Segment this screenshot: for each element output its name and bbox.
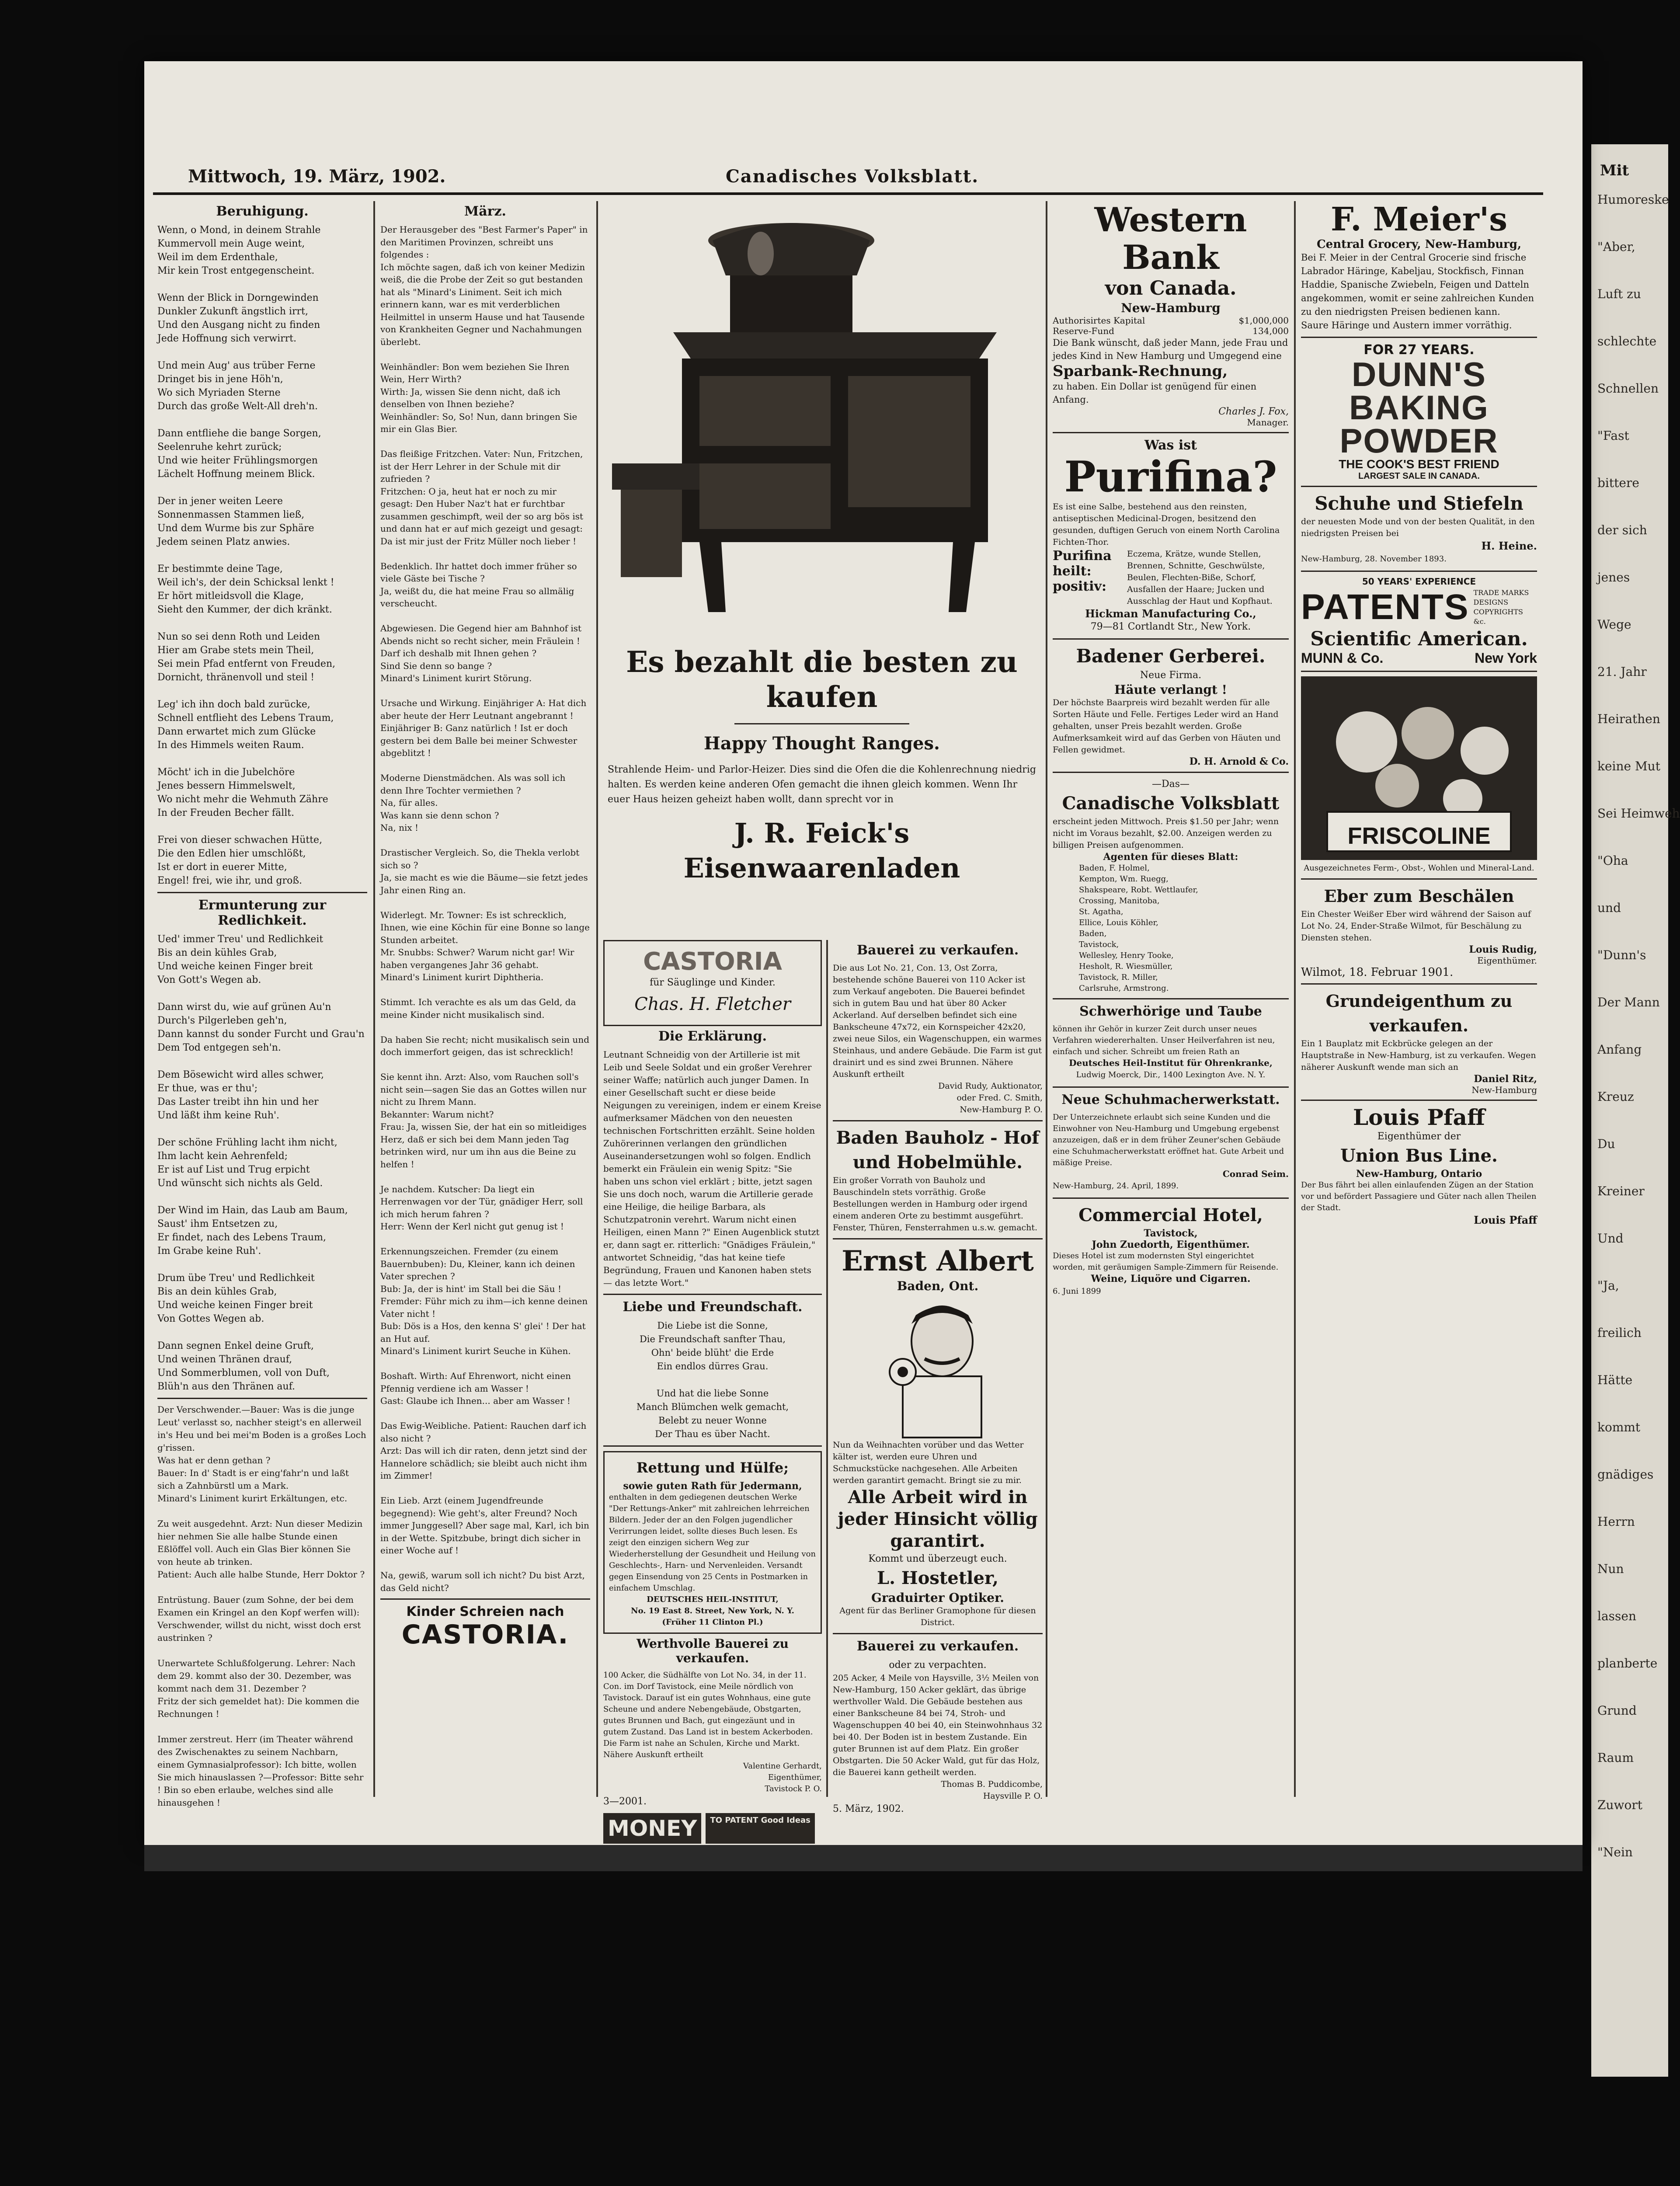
schuhmacher-title: Neue Schuhmacherwerkstatt.	[1061, 1092, 1280, 1107]
meier-text: Bei F. Meier in der Central Grocerie sind frische Labrador Häringe, Kabeljau, Stockfisch, Finnan Haddie, Spanische Zwiebeln, Feigen und Datteln angekommen, womit er seine zahlreichen Kunden zu den niedrigsten Preisen bedienen kann.	[1301, 252, 1534, 317]
divider	[1301, 671, 1537, 672]
masthead	[188, 166, 1534, 192]
pfaff-name: Louis Pfaff	[1353, 1104, 1485, 1130]
adjacent-page-line: Hätte	[1597, 1373, 1633, 1387]
bauerei3-title: Bauerei zu verkaufen.	[856, 1639, 1019, 1654]
hotel-text: Dieses Hotel ist zum modernsten Styl eingerichtet worden, mit geräumigen Sample-Zimmern für Reisende.	[1053, 1251, 1279, 1272]
pfaff-sub: Eigenthümer der	[1377, 1131, 1461, 1142]
hotel-place: Tavistock,	[1144, 1228, 1198, 1239]
bauerei1-signature: Valentine Gerhardt, Eigenthümer, Tavistock P. O.	[743, 1761, 822, 1793]
watchmaker-illustration	[833, 1293, 1043, 1438]
hotel-date: 6. Juni 1899	[1053, 1287, 1101, 1296]
gerberei-head: Häute verlangt !	[1114, 682, 1227, 697]
adjacent-page-line: kommt	[1597, 1420, 1641, 1434]
ernst-albert-place: Baden, Ont.	[897, 1279, 979, 1293]
patents-title: PATENTS	[1301, 587, 1469, 627]
bauerei2-title: Bauerei zu verkaufen.	[856, 943, 1019, 958]
poem-redlichkeit: Ued' immer Treu' und Redlichkeit Bis an dein kühles Grab, Und weiche keinen Finger breit Von Gott's Wegen ab. Dann wirst du, wie auf grünen Au'n Durch's Pilgerleben geh'n, Dann kannst du sonder Furcht und Grau'n Dem Tod entgegen seh'n. Dem Bösewicht wird alles schwer, Er thue, was er thu'; Das Laster treibt ihn hin und her Und läßt ihm keine Ruh'. Der schöne Frühling lacht ihm nicht, Ihm lacht kein Aehrenfeld; Er ist auf List und Trug erpicht Und wünscht sich nichts als Geld. Der Wind im Hain, das Laub am Baum, Saust' ihm Entsetzen zu, Er findet, nach des Lebens Traum, Im Grabe keine Ruh'. Drum übe Treu' und Redlichkeit Bis an dein kühles Grab, Und weiche keinen Finger breit Von Gottes Wegen ab. Dann segnen Enkel deine Gruft, Und weinen Thränen drauf, Und Sommerblumen, voll von Duft, Blüh'n aus den Thränen auf.	[157, 934, 365, 1392]
dunn-line1: DUNN'S	[1352, 355, 1486, 393]
purifina-heilt: Purifina heilt: positiv:	[1053, 548, 1112, 594]
adjacent-page-line: Du	[1597, 1137, 1615, 1151]
divider	[1053, 772, 1289, 773]
castoria-ad-line2: CASTORIA.	[401, 1619, 569, 1650]
dunn-line2: BAKING	[1349, 388, 1489, 427]
column-3	[603, 940, 822, 1844]
purifina-title: Purifina?	[1064, 452, 1277, 501]
adjacent-page-line: "Dunn's	[1597, 948, 1646, 962]
adjacent-page-line: bittere	[1597, 476, 1639, 490]
divider	[603, 1445, 822, 1447]
bank-text: Die Bank wünscht, daß jeder Mann, jede Frau und jedes Kind in New Hamburg und Umgegend eine	[1053, 338, 1288, 361]
eber-text: Ein Chester Weißer Eber wird während der Saison auf Lot No. 24, Ender-Straße Wilmot, für Beschälung zu Diensten stehen.	[1301, 909, 1531, 943]
stove-store-name: J. R. Feick's Eisenwaarenladen	[683, 817, 960, 884]
newspaper-page	[144, 61, 1583, 1845]
meier-name: F. Meier's	[1330, 201, 1508, 238]
divider	[1301, 571, 1537, 572]
money-ad-word: MONEY	[603, 1813, 701, 1844]
grund-place: New-Hamburg	[1471, 1085, 1537, 1095]
bauerei2-text: Die aus Lot No. 21, Con. 13, Ost Zorra, bestehende schöne Bauerei von 110 Acker ist zum Verkauf angeboten. Die Bauerei befindet sich in gutem Bau und hat über 80 Acker Ackerland. Auf derselben befindet sich eine Bankscheune 47x72, ein Kornspeicher 42x20, zwei neue Silos, ein Wagenschuppen, ein warmes Steinhaus, und andere Gebäude. Die Farm ist gut drainirt und es sind zwei Brunnen. Nähere Auskunft ertheilt	[833, 963, 1042, 1079]
ernst-albert-name: Ernst Albert	[842, 1245, 1034, 1277]
adjacent-page-line: keine Mut	[1597, 759, 1660, 773]
divider	[1301, 1100, 1537, 1101]
adjacent-page-line: freilich	[1597, 1326, 1642, 1340]
divider	[1301, 486, 1537, 487]
schuhe-name: H. Heine.	[1481, 540, 1537, 552]
bauerei2-signature: David Rudy, Auktionator, oder Fred. C. Smith, New-Hamburg P. O.	[938, 1081, 1043, 1114]
gerberei-sub: Neue Firma.	[1140, 670, 1202, 681]
erklaerung-title: Die Erklärung.	[658, 1029, 767, 1044]
stove-body: Strahlende Heim- und Parlor-Heizer. Dies sind die Ofen die die Kohlenrechnung niedrig halten. Es werden keine anderen Ofen gemacht die ihnen gleich kommen. Wenn Ihr euer Haus heizen geheizt haben wollt, dann sprecht vor in	[608, 764, 1036, 805]
adjacent-page-line: "Ja,	[1597, 1278, 1619, 1293]
ernst-albert-text: Nun da Weihnachten vorüber und das Wetter kälter ist, werden eure Uhren und Schmuckstücke nachgesehen. Alle Arbeiten werden garantirt gemacht. Bringt sie zu mir.	[833, 1440, 1024, 1485]
adjacent-page-line: "Fast	[1597, 428, 1629, 443]
mill-title-line2: und Hobelmühle.	[852, 1152, 1023, 1173]
purifina-text: Es ist eine Salbe, bestehend aus den reinsten, antiseptischen Medicinal-Drogen, besitzend den gesunden, duftigen Geruch von einem North Carolina Fichten-Thor.	[1053, 502, 1280, 547]
hostetler-name: L. Hostetler,	[877, 1568, 999, 1588]
hotel-name: Commercial Hotel,	[1078, 1205, 1263, 1225]
volksblatt-text: erscheint jeden Mittwoch. Preis $1.50 per Jahr; wenn nicht im Voraus bezahlt, $2.00. Anzeigen werden zu billigen Preisen aufgenommen.	[1053, 817, 1279, 850]
adjacent-page-line: schlechte	[1597, 334, 1657, 348]
bank-branch: New-Hamburg	[1121, 301, 1221, 315]
rettung-box	[603, 1451, 822, 1634]
hostetler-title: Graduirter Optiker.	[871, 1591, 1005, 1605]
eber-signature: Louis Rudig,	[1469, 944, 1537, 955]
gerberei-title: Badener Gerberei.	[1076, 645, 1266, 667]
schuhmacher-date: New-Hamburg, 24. April, 1899.	[1053, 1181, 1179, 1190]
stove-headline: Es bezahlt die besten zu kaufen	[626, 645, 1018, 714]
bauerei1-title: Werthvolle Bauerei zu verkaufen.	[637, 1636, 789, 1665]
column-rule	[596, 201, 598, 1797]
lied-title: Liebe und Freundschaft.	[623, 1299, 803, 1315]
divider	[1301, 983, 1537, 985]
divider	[1053, 1086, 1289, 1088]
eber-date: Wilmot, 18. Februar 1901.	[1301, 966, 1454, 979]
divider	[833, 1238, 1043, 1239]
adjacent-page-line: Sei Heimweh	[1597, 806, 1680, 821]
purifina-detail	[1053, 548, 1289, 607]
adjacent-page-strip	[1591, 144, 1680, 2077]
rettung-address: DEUTSCHES HEIL-INSTITUT, No. 19 East 8. Street, New York, N. Y. (Früher 11 Clinton Pl.)	[631, 1595, 794, 1627]
purifina-company: Hickman Manufacturing Co.,	[1085, 607, 1256, 620]
schuhmacher-signature: Conrad Seim.	[1222, 1169, 1289, 1179]
schuhe-date: New-Hamburg, 28. November 1893.	[1301, 554, 1447, 564]
stove-ad	[603, 201, 1040, 936]
patents-top: 50 YEARS' EXPERIENCE	[1362, 576, 1476, 587]
grund-signature: Daniel Ritz,	[1474, 1073, 1537, 1085]
adjacent-page-line: Luft zu	[1597, 287, 1641, 301]
money-ad-sub: TO PATENT Good Ideas	[706, 1813, 814, 1844]
divider	[1053, 1197, 1289, 1199]
bank-reserve-label: Reserve-Fund	[1053, 326, 1114, 336]
agenten-list: Baden, F. Holmel, Kempton, Wm. Ruegg, Shakspeare, Robt. Wettlaufer, Crossing, Manitoba, St. Agatha, Ellice, Louis Köhler, Baden, Tavistock, Wellesley, Henry Tooke, Hesholt, R. Wiesmüller, Tavistock, R. Miller, Carlsruhe, Armstrong.	[1079, 863, 1198, 993]
pfaff-line: Union Bus Line.	[1340, 1145, 1498, 1166]
castoria-title: CASTORIA	[643, 947, 782, 976]
divider	[1301, 337, 1537, 338]
alle-arbeit-sub: Kommt und überzeugt euch.	[868, 1553, 1007, 1564]
divider	[1301, 878, 1537, 880]
castoria-ad-line1: Kinder Schreien nach	[406, 1604, 564, 1619]
page-bottom-shadow	[144, 1845, 1583, 1871]
meier-subtitle: Central Grocery, New-Hamburg,	[1316, 238, 1522, 251]
bauerei1-date: 3—2001.	[603, 1796, 647, 1807]
adjacent-page-line: der sich	[1597, 523, 1647, 537]
adjacent-page-line: Kreiner	[1597, 1184, 1645, 1198]
adjacent-page-line: lassen	[1597, 1609, 1636, 1623]
schwer-text: können ihr Gehör in kurzer Zeit durch unser neues Verfahren wiedererhalten. Unser Heilverfahren ist neu, einfach und sicher. Schreibt um freien Rath an	[1053, 1024, 1275, 1056]
adjacent-page-line: und	[1597, 901, 1621, 915]
munn-row	[1301, 650, 1537, 666]
schuhmacher-text: Der Unterzeichnete erlaubt sich seine Kunden und die Einwohner von Neu-Hamburg und Umgebung ergebenst anzuzeigen, daß er in dem früher Zeuner'schen Gebäude eine Schuhmacherwerkstatt eröffnet hat. Gute Arbeit und mäßige Preise.	[1053, 1113, 1284, 1167]
divider	[1053, 998, 1289, 999]
erklaerung-text: Leutnant Schneidig von der Artillerie ist mit Leib und Seele Soldat und ein großer Verehrer seiner Waffe; natürlich auch junger Damen. In einer Gesellschaft sucht er diese beide Neigungen zu vereinigen, indem er einem Kreise aufmerksamer Mädchen von den neuesten technischen Fortschritten erzählt. Seine holden Zuhörerinnen verlangen den gründlichen Auseinandersetzungen wohl so folgen. Endlich bemerkt ein Fräulein ein wenig Spitz: "Sie haben uns schon viel erklärt ; bitte, jetzt sagen Sie uns doch noch, warum die Artillerie gerade eine Heilige, die heilige Barbara, als Schutzpatronin verehrt. Warum nicht einen Heiligen, einen Mann ?" Einen Augenblick stutzt er, dann sagt er. ritterlich: "Gnädiges Fräulein," antwortet Schneidig, "das hat keine tiefe Begründung, Frauen und Kanonen haben stets — das letzte Wort."	[603, 1049, 821, 1288]
poem-title-beruhigung: Beruhigung.	[216, 204, 309, 219]
bauerei3-sub: oder zu verpachten.	[889, 1660, 987, 1671]
divider	[833, 1120, 1043, 1121]
column-rule	[1294, 201, 1296, 1797]
mill-text: Ein großer Vorrath von Bauholz und Bauschindeln stets vorräthig. Große Bestellungen werden in Hamburg oder irgend einem anderen Orte zu bestimmt ausgeführt. Fenster, Thüren, Fensterrahmen u.s.w. gemacht.	[833, 1176, 1038, 1232]
poem-title-redlichkeit: Ermunterung zur Redlichkeit.	[198, 898, 327, 928]
divider	[380, 1598, 590, 1600]
mill-title-line1: Baden Bauholz - Hof	[836, 1128, 1040, 1148]
adjacent-page-line: "Nein	[1597, 1845, 1633, 1859]
castoria-signature: Chas. H. Fletcher	[634, 994, 791, 1014]
bank-name: Western Bank	[1094, 200, 1247, 277]
column-1	[157, 201, 367, 1808]
schuhe-text: der neuesten Mode und von der besten Qualität, in den niedrigsten Preisen bei	[1301, 517, 1535, 538]
rettung-subtitle: sowie guten Rath für Jedermann,	[623, 1480, 802, 1492]
masthead-rule	[153, 192, 1543, 195]
grund-title: Grundeigenthum zu verkaufen.	[1325, 991, 1513, 1035]
adjacent-page-line: Humoreske	[1597, 192, 1669, 207]
alle-arbeit-headline: Alle Arbeit wird in jeder Hinsicht völlig garantirt.	[838, 1487, 1038, 1551]
column-6	[1301, 201, 1537, 1226]
grund-text: Ein 1 Bauplatz mit Eckbrücke gelegen an der Hauptstraße in New-Hamburg, ist zu verkaufen. Wegen näherer Auskunft wende man sich an	[1301, 1039, 1536, 1072]
pfaff-text: Der Bus fährt bei allen einlaufenden Zügen an der Station vor und befördert Passagiere und Güter nach allen Theilen der Stadt.	[1301, 1180, 1537, 1212]
pfaff-signature: Louis Pfaff	[1474, 1214, 1537, 1226]
poem-beruhigung: Wenn, o Mond, in deinem Strahle Kummervoll mein Auge weint, Weil im dem Erdenthale, Mir kein Trost entgegenscheint. Wenn der Blick in Dorngewinden Dunkler Zukunft ängstlich irrt, Und den Ausgang nicht zu finden Jede Hoffnung sich verwirrt. Und mein Aug' aus trüber Ferne Dringet bis in jene Höh'n, Wo sich Myriaden Sterne Durch das große Welt-All dreh'n. Dann entfliehe die bange Sorgen, Seelenruhe kehrt zurück; Und wie heiter Frühlingsmorgen Lächelt Hoffnung meinem Blick. Der in jener weiten Leere Sonnenmassen Stammen ließ, Und dem Wurme bis zur Sphäre Jedem seinen Platz anwies. Er bestimmte deine Tage, Weil ich's, der dein Schicksal lenkt ! Er hört mitleidsvoll die Klage, Sieht den Kummer, der dich kränkt. Nun so sei denn Roth und Leiden Hier am Grabe stets mein Theil, Sei mein Pfad entfernt von Freuden, Dornicht, thränenvoll und steil ! Leg' ich ihn doch bald zurücke, Schnell entflieht des Lebens Traum, Dann erwartet mich zum Glücke In des Himmels weiten Raum. Möcht' ich in die Jubelchöre Jenes bessern Himmelswelt, Wo nicht mehr die Wehmuth Zähre In der Freuden Becher fällt. Frei von dieser schwachen Hütte, Die den Edlen hier umschlößt, Ist er dort in euerer Mitte, Engel! frei, wie ihr, und groß.	[157, 225, 336, 886]
anecdotes-column-2: Der Herausgeber des "Best Farmer's Paper" in den Maritimen Provinzen, schreibt uns folgendes : Ich möchte sagen, daß ich von keiner Medizin weiß, die die Probe der Zeit so gut bestanden hat als "Minard's Liniment. Seit ich mich erinnern kann, war es mit verderblichen Heilmittel in unserm Hause und hat Tausende von Krankheiten Gegner und Nachahmungen überlebt. Weinhändler: Bon wem beziehen Sie Ihren Wein, Herr Wirth? Wirth: Ja, wissen Sie denn nicht, daß ich denselben von Ihnen beziehe? Weinhändler: So, So! Nun, dann bringen Sie mir ein Glas Bier. Das fleißige Fritzchen. Vater: Nun, Fritzchen, ist der Herr Lehrer in der Schule mit dir zufrieden ? Fritzchen: O ja, heut hat er noch zu mir gesagt: Den Huber Naz't hat er furchtbar zusammen geschimpft, weil der so arg bös ist und dann hat er auf mich gezeigt und gesagt: Da ist mir just der Fritz Müller noch lieber ! Bedenklich. Ihr hattet doch immer früher so viele Gäste bei Tische ? Ja, weißt du, die hat meine Frau so allmälig verscheucht. Abgewiesen. Die Gegend hier am Bahnhof ist Abends nicht so recht sicher, mein Fräulein ! Darf ich deshalb mit Ihnen gehen ? Sind Sie denn so bange ? Minard's Liniment kurirt Störung. Ursache und Wirkung. Einjähriger A: Hat dich aber heute der Herr Leutnant angebrannt ! Einjähriger B: Ganz natürlich ! Ist er doch gestern bei dem Balle bei meiner Schwester abgeblitzt ! Moderne Dienstmädchen. Als was soll ich denn Ihre Tochter vermiethen ? Na, für alles. Was kann sie denn schon ? Na, nix ! Drastischer Vergleich. So, die Thekla verlobt sich so ? Ja, sie macht es wie die Bäume—sie fetzt jedes Jahr einen Ring an. Widerlegt. Mr. Towner: Es ist schrecklich, Ihnen, wie eine Köchin für eine Bonne so lange Stunden arbeitet. Mr. Snubbs: Schwer? Warum nicht gar! Wir haben vergangenes Jahr 36 gehabt. Minard's Liniment kurirt Diphtheria. Stimmt. Ich verachte es als um das Geld, da meine Kinder nicht musikalisch sind. Da haben Sie recht; nicht musikalisch sein und doch immerfort geigen, das ist schrecklich! Sie kennt ihn. Arzt: Also, vom Rauchen soll's nicht sein—sagen Sie das an Gottes willen nur nicht zu Ihrem Mann. Bekannter: Warum nicht? Frau: Ja, wissen Sie, der hat ein so mitleidiges Herz, daß er sich bei dem Mann jeden Tag betrinken wird, nur um ihn aus die Beine zu helfen ! Je nachdem. Kutscher: Da liegt ein Herrenwagen vor der Tür, gnädiger Herr, soll ich mich herum fahren ? Herr: Wenn der Kerl nicht gut genug ist ! Erkennungszeichen. Fremder (zu einem Bauernbuben): Du, Kleiner, kann ich deinen Vater sprechen ? Bub: Ja, der is hint' im Stall bei die Säu ! Fremder: Führ mich zu ihm—ich kenne deinen Vater nicht ! Bub: Dös is a Hos, den kenna S' glei' ! Der hat an Hut auf. Minard's Liniment kurirt Seuche in Kühen. Boshaft. Wirth: Auf Ehrenwort, nicht einen Pfennig verdiene ich am Wasser ! Gast: Glaube ich Ihnen... aber am Wasser ! Das Ewig-Weibliche. Patient: Rauchen darf ich also nicht ? Arzt: Das will ich dir raten, denn jetzt sind der Hannelore schädlich; sie bleibt auch nicht ihm im Zimmer! Ein Lieb. Arzt (einem Jugendfreunde begegnend): Wie geht's, alter Freund? Noch immer Junggesell? Aber sage mal, Karl, ich bin in der Wette. Spitzbube, bringt dich sicher in einer Woche auf ! Na, gewiß, warum soll ich nicht? Du bist Arzt, das Geld nicht?	[380, 224, 590, 1593]
money-ad	[603, 1813, 822, 1844]
divider	[603, 1294, 822, 1295]
adjacent-page-line: jenes	[1597, 570, 1630, 585]
gerberei-text: Der höchste Baarpreis wird bezahlt werden für alle Sorten Häute und Felle. Fertiges Leder wird an Hand gehalten, unser Preis bezahlt werden. Große Aufmerksamkeit wird auf das Gerben von Häuten und Fellen gewidmet.	[1053, 698, 1281, 755]
bauerei1-text: 100 Acker, die Südhälfte von Lot No. 34, in der 11. Con. im Dorf Tavistock, eine Meile nördlich von Tavistock. Darauf ist ein gutes Wohnhaus, eine gute Scheune und andere Nebengebäude, Obstgarten, gutes Brunnen und Bach, gut eingezäunt und in gutem Zustand. Das Land ist in bestem Ackerboden. Die Farm ist nahe an Schulen, Kirche und Markt. Nähere Auskunft ertheilt	[603, 1671, 813, 1759]
adjacent-page-line: "Oha	[1597, 853, 1628, 868]
bank-capital-label: Authorisirtes Kapital	[1053, 315, 1145, 326]
adjacent-page-line: Anfang	[1597, 1042, 1642, 1057]
column-2	[380, 201, 590, 1650]
rettung-title: Rettung und Hülfe;	[636, 1459, 789, 1476]
adjacent-page-line: "Aber,	[1597, 240, 1635, 254]
adjacent-page-line: Zuwort	[1597, 1798, 1642, 1812]
purifina-cures: Eczema, Krätze, wunde Stellen, Brennen, Schnitte, Geschwülste, Beulen, Flechten-Biße, Schorf, Ausfallen der Haare; Jucken und Ausschlag der Haut und Kopfhaut.	[1127, 549, 1273, 606]
adjacent-page-line: Und	[1597, 1231, 1624, 1246]
schwer-institute: Deutsches Heil-Institut für Ohrenkranke,	[1069, 1058, 1273, 1068]
agenten-title: Agenten für dieses Blatt:	[1103, 851, 1238, 863]
stove-subheadline: Happy Thought Ranges.	[704, 733, 940, 754]
stove-illustration	[603, 201, 1040, 643]
bank-text-2: zu haben. Ein Dollar ist genügend für einen Anfang.	[1053, 381, 1257, 405]
bank-capital-row	[1053, 315, 1289, 326]
gerberei-signature: D. H. Arnold & Co.	[1189, 756, 1289, 767]
bank-reserve-value: 134,000	[1252, 326, 1289, 336]
adjacent-page-line: 21. Jahr	[1597, 665, 1647, 679]
bank-subtitle: von Canada.	[1105, 277, 1237, 299]
munn-address: New York	[1475, 650, 1537, 666]
pfaff-place: New-Hamburg, Ontario	[1356, 1168, 1482, 1180]
adjacent-page-line: Der Mann	[1597, 995, 1660, 1009]
munn-name: MUNN & Co.	[1301, 650, 1384, 666]
eber-title: Eber zum Beschälen	[1324, 886, 1514, 906]
dunn-line4: THE COOK'S BEST FRIEND	[1339, 457, 1499, 471]
rettung-text: enthalten in dem gediegenen deutschen Werke "Der Rettungs-Anker" mit zahlreichen lehrreichen Bildern. Jeder der an den Folgen jugendlicher Verirrungen leidet, sollte dieses Buch lesen. Es zeigt den einzigen sichern Weg zur Wiederherstellung der Gesundheit und Heilung von Geschlechts-, Harn- und Nervenleiden. Versandt gegen Einsendung von 25 Cents in Postmarken in einfachem Umschlag.	[609, 1493, 816, 1593]
scientific-american: Scientific American.	[1310, 628, 1528, 650]
adjacent-page-line: gnädiges	[1597, 1467, 1654, 1482]
patents-sub: TRADE MARKS DESIGNS COPYRIGHTS &c.	[1473, 588, 1529, 626]
divider	[1053, 432, 1289, 433]
frisco-text: Ausgezeichnetes Ferm-, Obst-, Wohlen und Mineral-Land.	[1304, 863, 1534, 873]
bank-reserve-row	[1053, 326, 1289, 336]
divider	[157, 1398, 367, 1399]
schuhe-title: Schuhe und Stiefeln	[1315, 493, 1523, 514]
issue-date: Mittwoch, 19. März, 1902.	[188, 166, 446, 187]
adjacent-page-line: Wege	[1597, 617, 1631, 632]
adjacent-page-line: planberte	[1597, 1656, 1658, 1671]
divider	[734, 723, 909, 724]
dunn-top: FOR 27 YEARS.	[1363, 342, 1475, 358]
purifina-address: 79—81 Cortlandt Str., New York.	[1090, 621, 1251, 632]
jokes-column-1: Der Verschwender.—Bauer: Was is die junge Leut' verlasst so, nachher steigt's en allerweil in's Heu und bei mei'm Boden is a großes Loch g'rissen. Was hat er denn gethan ? Bauer: In d' Stadt is er eing'fahr'n und laßt sich a Zahnbürstl um a Mark. Minard's Liniment kurirt Erkältungen, etc. Zu weit ausgedehnt. Arzt: Nun dieser Medizin hier nehmen Sie alle halbe Stunde einen Eßlöffel voll. Auch ein Glas Bier können Sie von heute ab trinken. Patient: Auch alle halbe Stunde, Herr Doktor ? Entrüstung. Bauer (zum Sohne, der bei dem Examen ein Kringel an den Kopf werfen will): Verschwender, willst du nicht, wisst doch erst austrinken ? Unerwartete Schlußfolgerung. Lehrer: Nach dem 29. kommt also der 30. Dezember, was kommt nach dem 31. Dezember ? Fritz der sich gemeldet hat): Die kommen die Rechnungen ! Immer zerstreut. Herr (im Theater während des Zwischenaktes zu seinem Nachbarn, einem Gymnasialprofessor): Ich bitte, wollen Sie mich hinauslassen ?—Professor: Bitte sehr ! Bin so eben erlaube, welches sind alle hinausgehen !	[157, 1404, 366, 1808]
hotel-wine: Weine, Liquöre und Cigarren.	[1091, 1273, 1251, 1284]
bauerei3-signature: Thomas B. Puddicombe, Haysville P. O.	[941, 1779, 1043, 1801]
column-4	[833, 940, 1043, 1816]
bank-signature: Charles J. Fox,	[1218, 406, 1289, 417]
adjacent-page-header: Mit	[1600, 162, 1629, 179]
bank-capital-value: $1,000,000	[1238, 315, 1289, 326]
castoria-subtitle: für Säuglinge und Kinder.	[650, 977, 776, 988]
adjacent-page-line: Herrn	[1597, 1514, 1635, 1529]
frisco-title: FRISCOLINE	[1347, 823, 1491, 849]
column-rule	[826, 940, 828, 1797]
adjacent-page-line: Kreuz	[1597, 1090, 1634, 1104]
hotel-owner: John Zuedorth, Eigenthümer.	[1092, 1239, 1250, 1250]
patents-ad	[1301, 587, 1537, 628]
eber-signature-title: Eigenthümer.	[1477, 955, 1537, 966]
adjacent-page-line: Nun	[1597, 1562, 1624, 1576]
adjacent-page-line: Heirathen	[1597, 712, 1660, 726]
column-rule	[1046, 201, 1047, 1797]
divider	[157, 892, 367, 893]
purifina-question: Was ist	[1144, 438, 1197, 453]
meier-text-2: Saure Häringe und Austern immer vorräthig.	[1301, 320, 1512, 331]
schwer-title: Schwerhörige und Taube	[1079, 1004, 1262, 1019]
divider	[1053, 638, 1289, 640]
bauerei3-text: 205 Acker, 4 Meile von Haysville, 3½ Meilen von New-Hamburg, 150 Acker geklärt, das übrige werthvoller Wald. Die Gebäude bestehen aus einer Bankscheune 84 bei 74, Stroh- und Wagenschuppen 40 bei 40, ein Steinwohnhaus 32 bei 40. Der Boden ist in bestem Zustande. Ein guter Brunnen ist auf dem Platz. Ein großer Obstgarten. Die 50 Acker Wald, gut für das Holz, die Bauerei kann getheilt werden.	[833, 1673, 1043, 1777]
hostetler-text: Agent für das Berliner Gramophone für diesen District.	[839, 1606, 1036, 1627]
column-rule	[373, 201, 375, 1797]
bank-sparbank: Sparbank-Rechnung,	[1053, 362, 1228, 380]
newspaper-title: Canadisches Volksblatt.	[726, 166, 979, 187]
adjacent-page-line: Schnellen	[1597, 381, 1659, 396]
divider	[833, 1633, 1043, 1634]
lied-text: Die Liebe ist die Sonne, Die Freundschaft sanfter Thau, Ohn' beide blüht' die Erde Ein endlos dürres Grau. Und hat die liebe Sonne Manch Blümchen welk gemacht, Belebt zu neuer Wonne Der Thau es über Nacht.	[636, 1320, 789, 1439]
volksblatt-title: Canadische Volksblatt	[1062, 793, 1280, 814]
adjacent-page-line: Raum	[1597, 1751, 1634, 1765]
dunn-line5: LARGEST SALE IN CANADA.	[1358, 471, 1480, 481]
dunn-line3: POWDER	[1339, 421, 1499, 460]
volksblatt-pre: —Das—	[1151, 779, 1190, 790]
castoria-box	[603, 940, 822, 1026]
bauerei3-date: 5. März, 1902.	[833, 1803, 904, 1814]
adjacent-page-line: Grund	[1597, 1703, 1637, 1718]
column-heading-maerz: März.	[464, 204, 506, 219]
schwer-address: Ludwig Moerck, Dir., 1400 Lexington Ave. N. Y.	[1076, 1070, 1266, 1079]
bank-signature-title: Manager.	[1247, 417, 1289, 428]
column-5	[1053, 201, 1289, 1298]
